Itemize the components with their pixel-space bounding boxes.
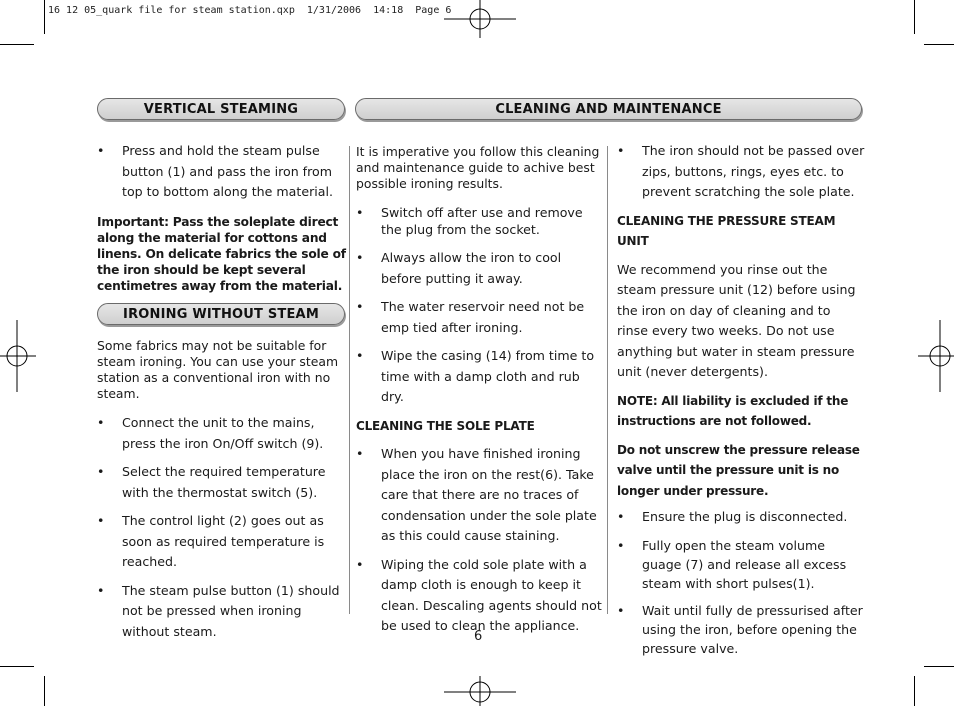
ironing-without-steam-header: IRONING WITHOUT STEAM xyxy=(97,303,345,325)
crop-mark xyxy=(0,44,34,45)
rinse-paragraph: We recommend you rinse out the steam pressure unit (12) before using the iron on day of cleaning and to rinse every two weeks. Do not use anything but water in steam pressure unit (never detergents). xyxy=(617,261,856,379)
list-item: • The iron should not be passed over zips, buttons, rings, eyes etc. to prevent scratching the sole plate. xyxy=(617,141,865,203)
list-item: • Select the required temperature with the thermostat switch (5). xyxy=(97,462,347,503)
column-middle xyxy=(356,144,604,637)
liability-note: NOTE: All liability is excluded if the instructions are not followed. xyxy=(617,393,849,428)
list-item: • When you have finished ironing place the iron on the rest(6). Take care that there are no traces of condensation under the sole plate as this could cause staining. xyxy=(356,444,604,547)
crop-mark xyxy=(914,676,915,706)
column-right xyxy=(617,141,865,658)
list-item: • Connect the unit to the mains, press the iron On/Off switch (9). xyxy=(97,413,347,454)
list-item: • Wipe the casing (14) from time to time with a damp cloth and rub dry. xyxy=(356,346,604,408)
intro-paragraph: Some fabrics may not be suitable for steam ironing. You can use your steam station as a conventional iron with no steam. xyxy=(97,338,339,401)
list-item: • Wiping the cold sole plate with a damp cloth is enough to keep it clean. Descaling agents should not be used to clean the appliance. xyxy=(356,555,604,637)
crop-mark xyxy=(44,0,45,34)
crop-mark xyxy=(914,0,915,34)
crop-mark xyxy=(924,44,954,45)
page-number: 6 xyxy=(474,629,483,644)
sole-plate-heading: CLEANING THE SOLE PLATE xyxy=(356,418,535,433)
intro-paragraph: It is imperative you follow this cleaning and maintenance guide to achive best possible ironing results. xyxy=(356,144,600,191)
crop-mark xyxy=(44,676,45,706)
list-item: • Wait until fully de pressurised after using the iron, before opening the pressure valve. xyxy=(617,601,865,658)
crop-mark xyxy=(0,666,34,667)
file-slug: 16 12 05_quark file for steam station.qxp 1/31/2006 14:18 Page 6 xyxy=(48,5,452,16)
registration-mark-icon xyxy=(0,320,36,392)
list-item: • Ensure the plug is disconnected. xyxy=(617,507,865,528)
important-note: Important: Pass the soleplate direct along the material for cottons and linens. On delicate fabrics the sole of the iron should be kept several centimetres away from the material. xyxy=(97,214,346,293)
list-item: • Fully open the steam volume guage (7) and release all excess steam with short pulses(1). xyxy=(617,536,865,593)
registration-mark-icon xyxy=(444,676,516,706)
pressure-warning: Do not unscrew the pressure release valve until the pressure unit is no longer under pressure. xyxy=(617,442,860,498)
vertical-steaming-header: VERTICAL STEAMING xyxy=(97,98,345,120)
steam-unit-heading: CLEANING THE PRESSURE STEAM UNIT xyxy=(617,213,836,248)
column-left-lower xyxy=(97,338,347,642)
list-item: • Press and hold the steam pulse button (1) and pass the iron from top to bottom along the material. xyxy=(97,141,347,203)
list-item: • Switch off after use and remove the plug from the socket. xyxy=(356,205,604,238)
list-item: • Always allow the iron to cool before putting it away. xyxy=(356,248,604,289)
list-item: • The control light (2) goes out as soon as required temperature is reached. xyxy=(97,511,347,573)
column-divider xyxy=(349,146,350,614)
registration-mark-icon xyxy=(918,320,954,392)
column-left xyxy=(97,141,347,294)
list-item: • The water reservoir need not be emp tied after ironing. xyxy=(356,297,604,338)
column-divider xyxy=(607,146,608,614)
crop-mark xyxy=(924,666,954,667)
list-item: • The steam pulse button (1) should not be pressed when ironing without steam. xyxy=(97,581,347,643)
cleaning-maintenance-header: CLEANING AND MAINTENANCE xyxy=(355,98,862,120)
registration-mark-icon xyxy=(444,0,516,38)
